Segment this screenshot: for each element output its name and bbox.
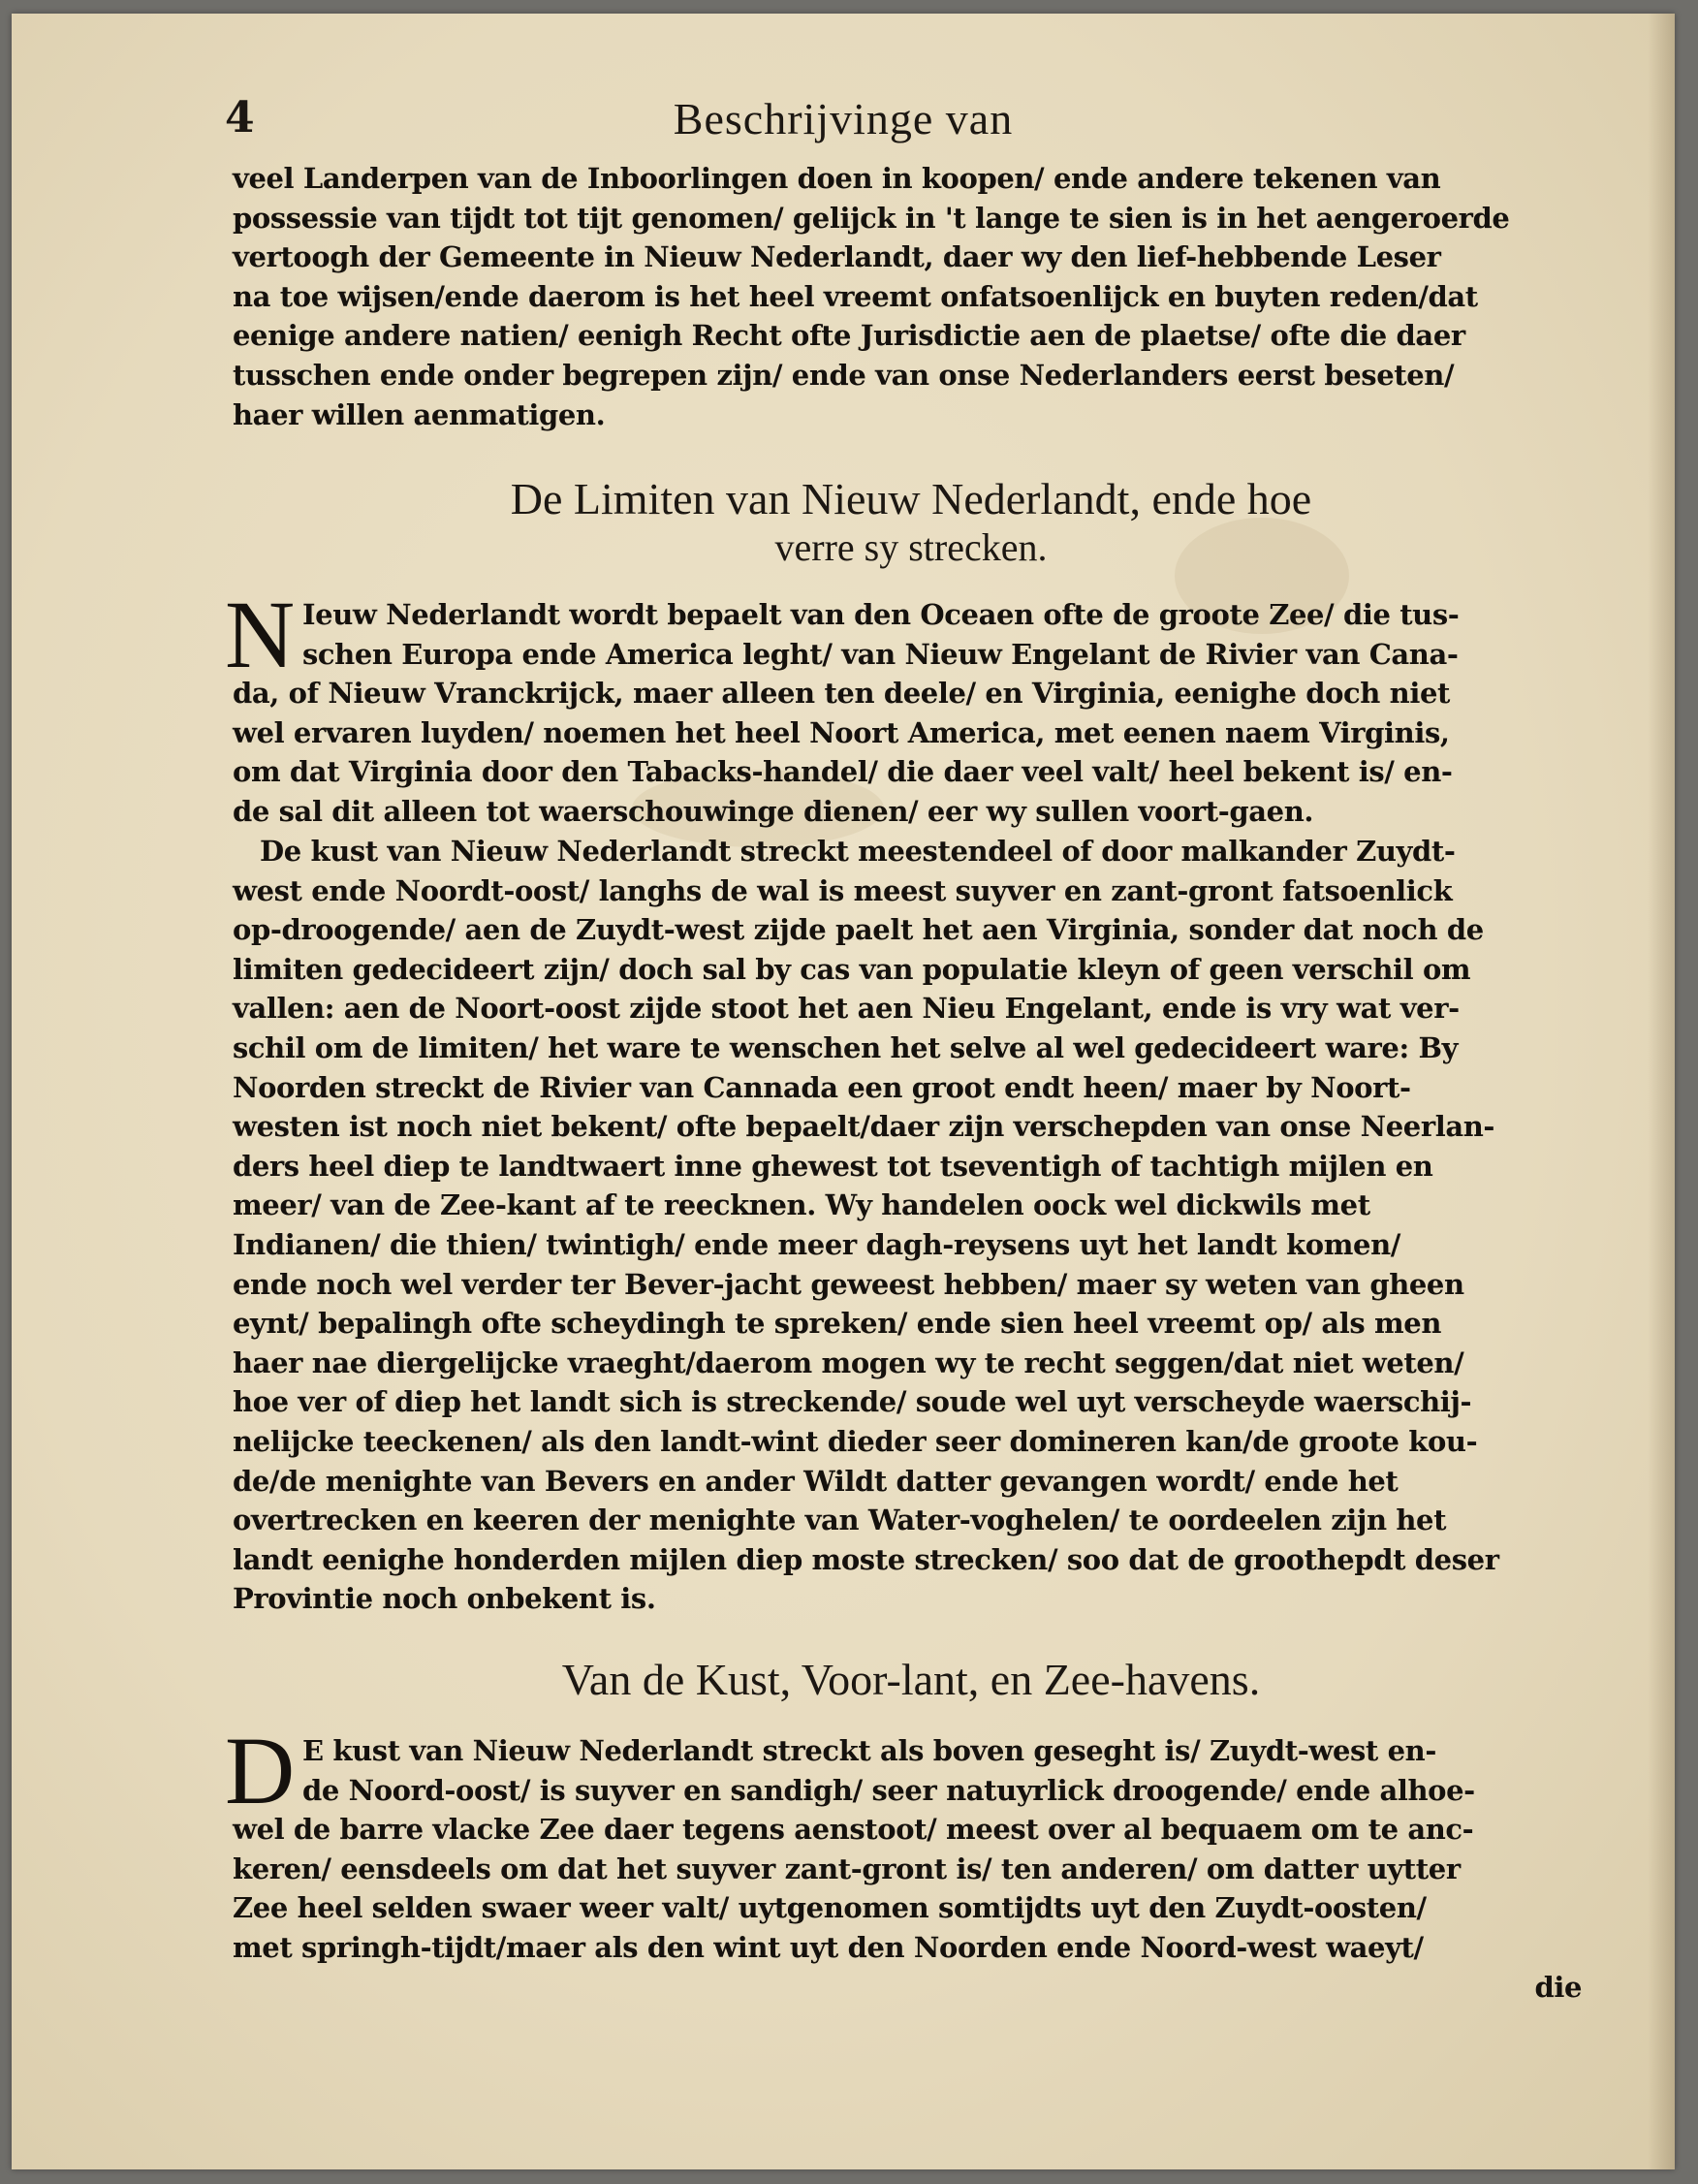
catchword: die — [1534, 1970, 1582, 2004]
text-line: Zee heel selden swaer weer valt/ uytgenomen somtijdts uyt den Zuydt-oosten/ — [233, 1891, 1427, 1925]
page-number: 4 — [225, 93, 255, 142]
text-line: met springh-tijdt/maer als den wint uyt den Noorden ende Noord-west waeyt/ — [233, 1930, 1424, 1964]
text-line: west ende Noordt-oost/ langhs de wal is meest suyver en zant-gront fatsoenlick — [233, 873, 1453, 907]
section-heading-limiten — [233, 473, 1589, 570]
text-line: westen ist noch niet bekent/ ofte bepaelt/daer zijn verschepden van onse Neerlan- — [233, 1110, 1495, 1144]
text-line: ders heel diep te landtwaert inne ghewest tot tseventigh of tachtigh mijlen en — [233, 1149, 1433, 1183]
drop-cap: D — [225, 1717, 296, 1824]
text-line: eenige andere natien/ eenigh Recht ofte Jurisdictie aen de plaetse/ ofte die daer — [233, 319, 1465, 353]
text-line: meer/ van de Zee-kant af te reecknen. Wy handelen oock wel dickwils met — [233, 1188, 1370, 1222]
text-line: ende noch wel verder ter Bever-jacht geweest hebben/ maer sy weten van gheen — [233, 1267, 1464, 1301]
text-line: wel de barre vlacke Zee daer tegens aenstoot/ meest over al bequaem om te anc- — [233, 1813, 1474, 1847]
text-line: schen Europa ende America leght/ van Nieuw Engelant de Rivier van Cana- — [302, 637, 1459, 671]
text-line: op-droogende/ aen de Zuydt-west zijde paelt het aen Virginia, sonder dat noch de — [233, 913, 1484, 947]
text-line: possessie van tijdt tot tijt genomen/ gelijck in 't lange te sien is in het aengeroerde — [233, 201, 1510, 235]
intro-paragraph — [233, 159, 1589, 434]
drop-cap: N — [225, 581, 296, 688]
text-line: da, of Nieuw Vranckrijck, maer alleen ten deele/ en Virginia, eenighe doch niet — [233, 677, 1451, 711]
text-line: Ieuw Nederlandt wordt bepaelt van den Oceaen ofte de groote Zee/ die tus- — [302, 598, 1460, 631]
text-line: De kust van Nieuw Nederlandt streckt meestendeel of door malkander Zuydt- — [260, 835, 1456, 868]
text-line: tusschen ende onder begrepen zijn/ ende van onse Nederlanders eerst beseten/ — [233, 358, 1455, 392]
running-head: Beschrijvinge van — [673, 94, 1014, 143]
text-line: na toe wijsen/ende daerom is het heel vreemt onfatsoenlijck en buyten reden/dat — [233, 279, 1478, 313]
section-title: Van de Kust, Voor-lant, en Zee-havens. — [561, 1655, 1261, 1704]
text-line: haer nae diergelijcke vraeght/daerom mogen wy te recht seggen/dat niet weten/ — [233, 1345, 1464, 1379]
text-line: vallen: aen de Noort-oost zijde stoot het aen Nieu Engelant, ende is vry wat ver- — [233, 992, 1460, 1026]
text-line: landt eenighe honderden mijlen diep moste strecken/ soo dat de groothepdt deser — [233, 1542, 1499, 1576]
text-line: overtrecken en keeren der menighte van Water-voghelen/ te oordeelen zijn het — [233, 1503, 1447, 1537]
text-line: de Noord-oost/ is suyver en sandigh/ seer natuyrlick droogende/ ende alhoe- — [302, 1773, 1475, 1807]
book-page — [12, 14, 1675, 2169]
text-line: E kust van Nieuw Nederlandt streckt als boven geseght is/ Zuydt-west en- — [302, 1734, 1436, 1767]
section-heading-kust — [233, 1654, 1589, 1705]
text-line: eynt/ bepalingh ofte scheydingh te spreken/ ende sien heel vreemt op/ als men — [233, 1307, 1441, 1341]
text-line: de/de menighte van Bevers en ander Wildt datter gevangen wordt/ ende het — [233, 1464, 1399, 1498]
section-title: De Limiten van Nieuw Nederlandt, ende hoe — [510, 474, 1312, 523]
text-line: haer willen aenmatigen. — [233, 397, 606, 431]
text-line: keren/ eensdeels om dat het suyver zant-gront is/ ten anderen/ om datter uytter — [233, 1852, 1461, 1885]
text-line: veel Landerpen van de Inboorlingen doen in koopen/ ende andere tekenen van — [233, 162, 1441, 195]
kust-paragraph — [225, 1717, 1589, 2007]
page-spine-shadow — [1648, 14, 1675, 2169]
text-line: hoe ver of diep het landt sich is streckende/ soude wel uyt verscheyde waerschij- — [233, 1385, 1472, 1419]
text-line: om dat Virginia door den Tabacks-handel/ die daer veel valt/ heel bekent is/ en- — [233, 755, 1453, 789]
text-line: de sal dit alleen tot waerschouwinge dienen/ eer wy sullen voort-gaen. — [233, 794, 1314, 828]
text-line: Indianen/ die thien/ twintigh/ ende meer dagh-reysens uyt het landt komen/ — [233, 1227, 1400, 1261]
text-line: Provintie noch onbekent is. — [233, 1582, 656, 1616]
limiten-paragraph-1 — [225, 581, 1589, 832]
text-line: Noorden streckt de Rivier van Cannada een groot endt heen/ maer by Noort- — [233, 1070, 1411, 1104]
text-line: schil om de limiten/ het ware te wenschen het selve al wel gedecideert ware: By — [233, 1030, 1459, 1064]
text-line: nelijcke teeckenen/ als den landt-wint dieder seer domineren kan/de groote kou- — [233, 1424, 1478, 1458]
text-line: limiten gedecideert zijn/ doch sal by cas van populatie kleyn of geen verschil om — [233, 952, 1471, 986]
text-line: wel ervaren luyden/ noemen het heel Noort America, met eenen naem Virginis, — [233, 715, 1450, 749]
text-line: vertoogh der Gemeente in Nieuw Nederlandt, daer wy den lief-hebbende Leser — [233, 240, 1441, 274]
limiten-paragraph-2 — [233, 832, 1589, 1619]
section-subtitle: verre sy strecken. — [774, 525, 1048, 569]
